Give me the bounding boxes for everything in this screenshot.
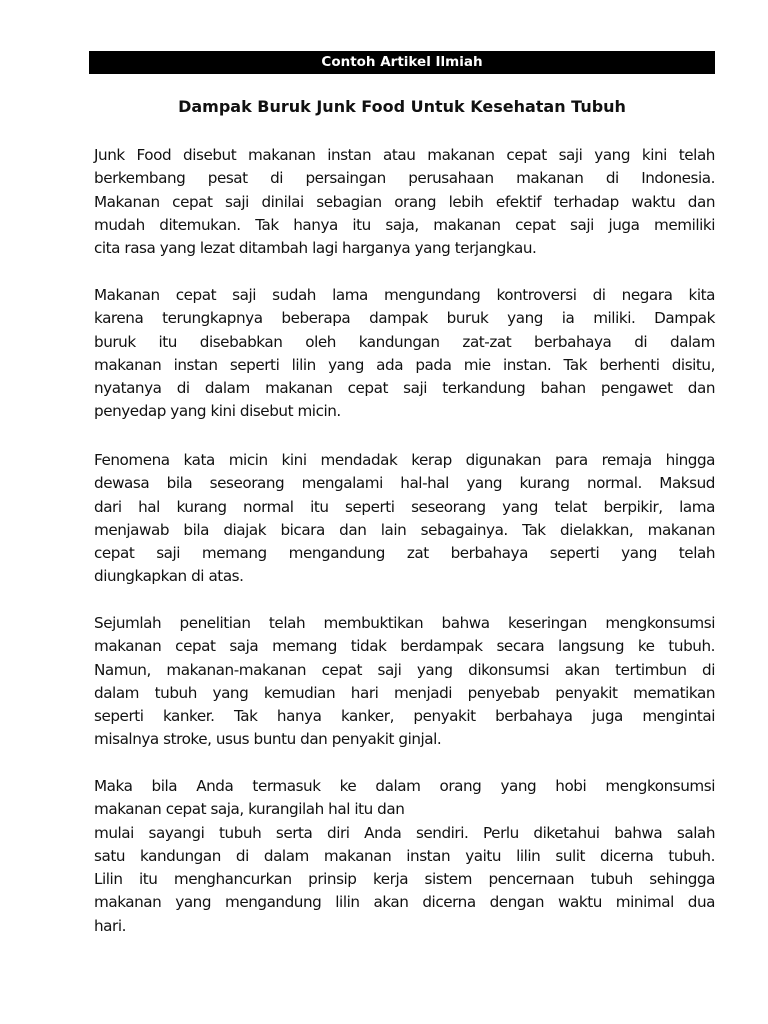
text-line: cita rasa yang lezat ditambah lagi harganya yang terjangkau. (94, 239, 537, 258)
text-line: mulai sayangi tubuh serta diri Anda sendiri. Perlu diketahui bahwa salah (94, 823, 715, 842)
document-header-bar (89, 51, 715, 74)
text-line: dari hal kurang normal itu seperti seseorang yang telat berpikir, lama (94, 497, 715, 516)
article-paragraph-1 (94, 144, 715, 260)
text-line: penyedap yang kini disebut micin. (94, 402, 341, 421)
text-line: dalam tubuh yang kemudian hari menjadi penyebab penyakit mematikan (94, 683, 715, 702)
text-line: Makanan cepat saji sudah lama mengundang kontroversi di negara kita (94, 286, 715, 304)
text-line: Namun, makanan-makanan cepat saji yang dikonsumsi akan tertimbun di (94, 660, 715, 679)
text-line: seperti kanker. Tak hanya kanker, penyakit berbahaya juga mengintai (94, 707, 715, 726)
text-line: hari. (94, 916, 126, 935)
header-label: Contoh Artikel Ilmiah (321, 54, 483, 70)
text-line: makanan cepat saja, kurangilah hal itu dan (94, 800, 405, 819)
text-line: makanan yang mengandung lilin akan dicerna dengan waktu minimal dua (94, 893, 715, 912)
text-line: mudah ditemukan. Tak hanya itu saja, makanan cepat saji juga memiliki (94, 215, 715, 234)
article-title: Dampak Buruk Junk Food Untuk Kesehatan Tubuh (178, 97, 626, 116)
article-paragraph-4 (94, 612, 715, 752)
text-line: menjawab bila diajak bicara dan lain sebagainya. Tak dielakkan, makanan (94, 520, 715, 539)
text-line: nyatanya di dalam makanan cepat saji terkandung bahan pengawet dan (94, 379, 715, 398)
text-line: misalnya stroke, usus buntu dan penyakit ginjal. (94, 730, 442, 749)
text-line: Maka bila Anda termasuk ke dalam orang yang hobi mengkonsumsi (94, 777, 715, 795)
text-line: karena terungkapnya beberapa dampak buruk yang ia miliki. Dampak (94, 309, 715, 328)
article-paragraph-2 (94, 284, 715, 424)
text-line: satu kandungan di dalam makanan instan yaitu lilin sulit dicerna tubuh. (94, 846, 715, 865)
text-line: makanan cepat saja memang tidak berdampak secara langsung ke tubuh. (94, 637, 715, 656)
text-line: berkembang pesat di persaingan perusahaan makanan di Indonesia. (94, 169, 715, 188)
text-line: Fenomena kata micin kini mendadak kerap digunakan para remaja hingga (94, 451, 715, 469)
text-line: Lilin itu menghancurkan prinsip kerja sistem pencernaan tubuh sehingga (94, 870, 715, 889)
text-line: diungkapkan di atas. (94, 567, 244, 586)
text-line: dewasa bila seseorang mengalami hal-hal yang kurang normal. Maksud (94, 474, 715, 493)
text-line: makanan instan seperti lilin yang ada pada mie instan. Tak berhenti disitu, (94, 355, 715, 374)
text-line: Junk Food disebut makanan instan atau makanan cepat saji yang kini telah (94, 146, 715, 164)
article-paragraph-5 (94, 775, 715, 938)
text-line: Makanan cepat saji dinilai sebagian orang lebih efektif terhadap waktu dan (94, 192, 715, 211)
text-line: Sejumlah penelitian telah membuktikan bahwa keseringan mengkonsumsi (94, 614, 715, 632)
text-line: buruk itu disebabkan oleh kandungan zat-zat berbahaya di dalam (94, 332, 715, 351)
text-line: cepat saji memang mengandung zat berbahaya seperti yang telah (94, 544, 715, 563)
article-paragraph-3 (94, 449, 715, 589)
